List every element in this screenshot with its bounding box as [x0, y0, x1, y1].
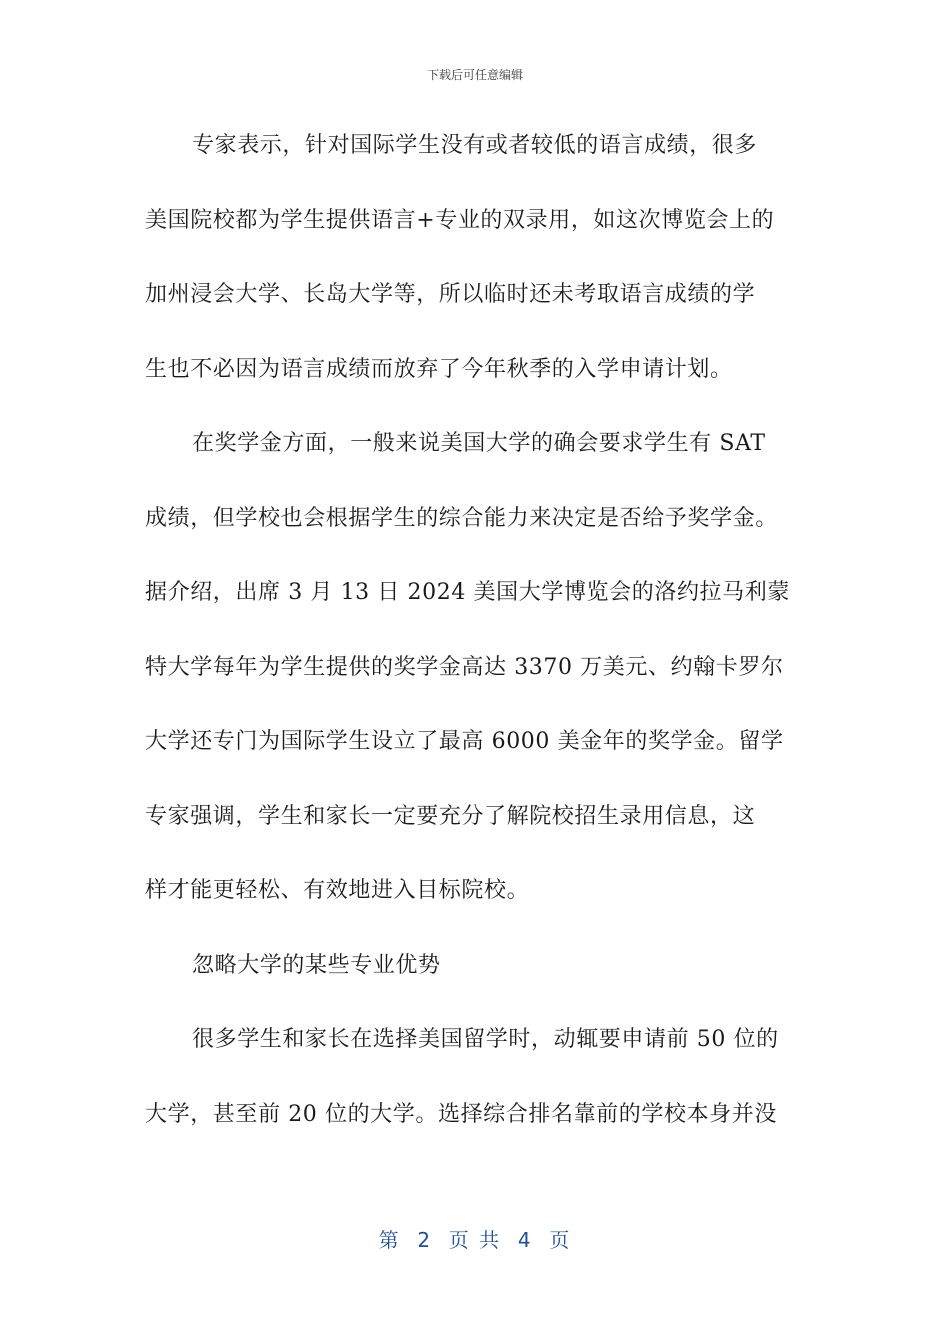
paragraph-line: 专家强调，学生和家长一定要充分了解院校招生录用信息，这 [145, 803, 756, 829]
paragraph-line: 加州浸会大学、长岛大学等，所以临时还未考取语言成绩的学 [145, 282, 756, 307]
document-body [145, 126, 805, 1169]
paragraph-line: 很多学生和家长在选择美国留学时，动辄要申请前 50 位的 [192, 1027, 779, 1052]
page-footer [0, 1224, 950, 1253]
paragraph-line: 在奖学金方面，一般来说美国大学的确会要求学生有 SAT [192, 431, 766, 456]
paragraph-line: 据介绍，出席 3 月 13 日 2024 美国大学博览会的洛约拉马利蒙 [145, 580, 790, 605]
paragraph-line: 大学还专门为国际学生设立了最高 6000 美金年的奖学金。留学 [145, 729, 784, 754]
paragraph-line: 美国院校都为学生提供语言+专业的双录用，如这次博览会上的 [145, 207, 775, 233]
page-header: 下载后可任意编辑 [426, 68, 523, 82]
paragraph-line: 样才能更轻松、有效地进入目标院校。 [145, 878, 530, 903]
page-number: 第 2 页 共 4 页 [378, 1228, 572, 1252]
paragraph-line: 专家表示，针对国际学生没有或者较低的语言成绩，很多 [192, 133, 758, 158]
paragraph-line: 成绩，但学校也会根据学生的综合能力来决定是否给予奖学金。 [145, 505, 778, 531]
paragraph-line: 特大学每年为学生提供的奖学金高达 3370 万美元、约翰卡罗尔 [145, 654, 784, 680]
paragraph-line: 大学，甚至前 20 位的大学。选择综合排名靠前的学校本身并没 [145, 1101, 777, 1127]
section-heading: 忽略大学的某些专业优势 [192, 952, 441, 978]
paragraph-line: 生也不必因为语言成绩而放弃了今年秋季的入学申请计划。 [145, 356, 733, 382]
